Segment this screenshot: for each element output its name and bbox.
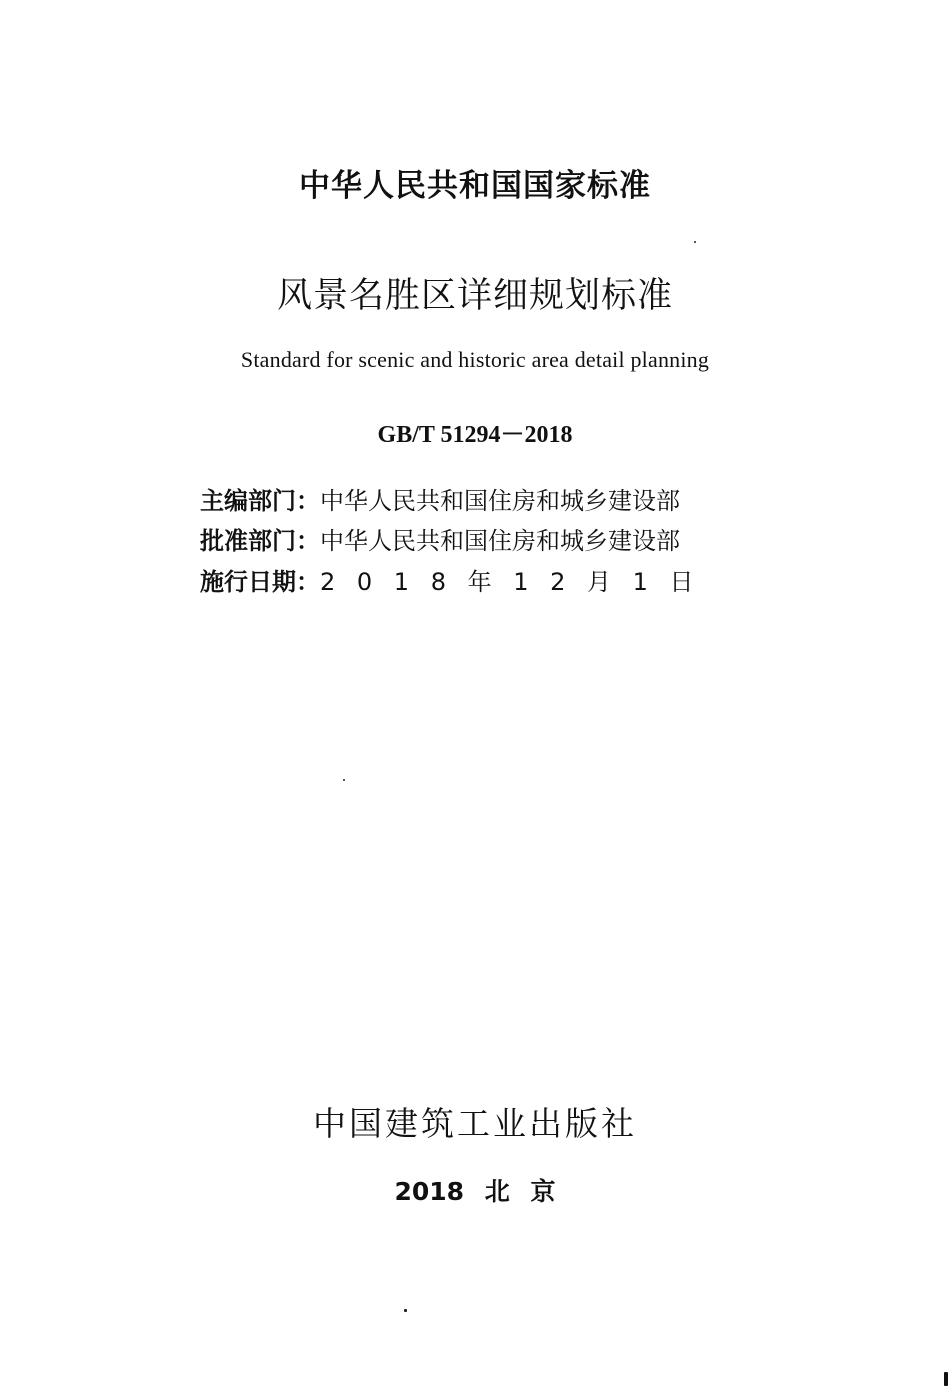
scan-speck xyxy=(404,1309,407,1312)
publisher-name: 中国建筑工业出版社 xyxy=(313,1104,637,1143)
approval-department-value: 中华人民共和国住房和城乡建设部 xyxy=(320,527,680,555)
scan-edge-mark xyxy=(944,1372,948,1386)
publication-year-place: 2018 北 京 xyxy=(394,1177,556,1206)
effective-date-label: 施行日期： xyxy=(200,568,320,596)
scan-speck xyxy=(343,779,345,781)
title-english: Standard for scenic and historic area detail planning xyxy=(240,347,710,372)
effective-date-row xyxy=(200,562,760,597)
editing-department-label: 主编部门： xyxy=(200,487,320,515)
approval-department-row xyxy=(200,521,760,556)
effective-date-value: 2 0 1 8 年 1 2 月 1 日 xyxy=(320,568,701,596)
editing-department-value: 中华人民共和国住房和城乡建设部 xyxy=(320,487,680,515)
standard-code: GB/T 51294－2018 xyxy=(377,422,573,448)
title-chinese: 风景名胜区详细规划标准 xyxy=(276,276,673,316)
scan-speck xyxy=(694,241,696,243)
national-standard-heading: 中华人民共和国国家标准 xyxy=(299,168,651,204)
approval-department-label: 批准部门： xyxy=(200,527,320,555)
editing-department-row xyxy=(200,481,760,516)
